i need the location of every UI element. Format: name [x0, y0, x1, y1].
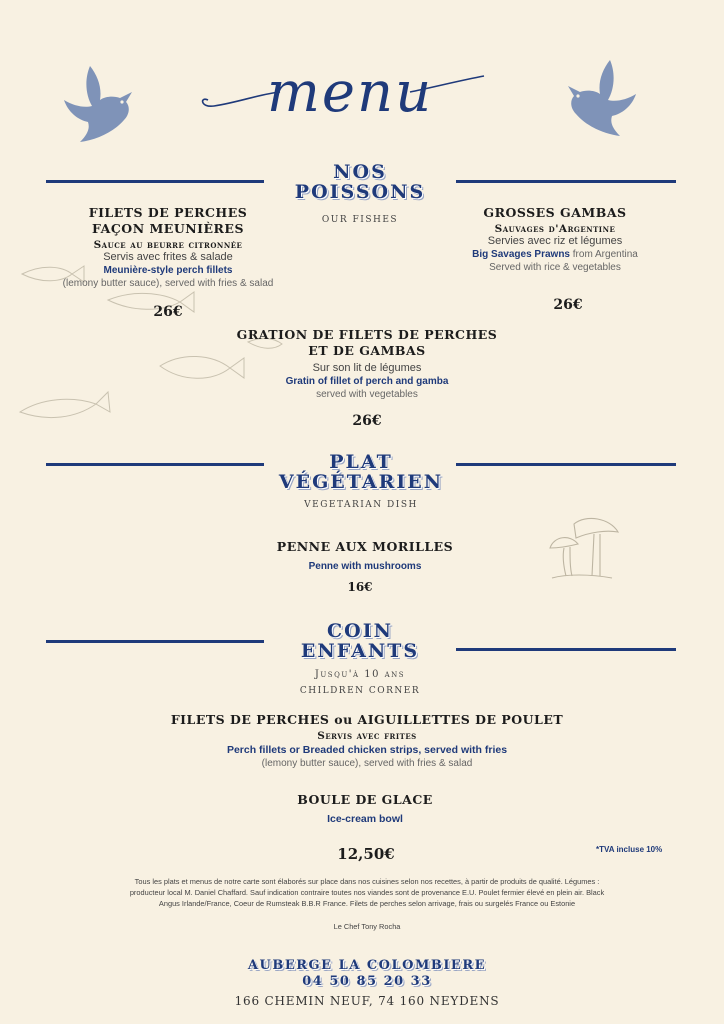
price-dish2: 26€	[553, 297, 583, 313]
price-dish1: 26€	[153, 304, 183, 320]
dish-kids-main: FILETS DE PERCHES ou AIGUILLETTES DE POULET Servis avec frites Perch fillets or Breaded chicken strips, served with fries (lemony butter sauce), served with fries & salad	[170, 712, 564, 769]
restaurant-address: 166 CHEMIN NEUF, 74 160 NEYDENS	[234, 994, 500, 1008]
section-subtitle-vegetarien: VEGETARIAN DISH	[304, 500, 418, 510]
footer-note: Tous les plats et menus de notre carte sont élaborés sur place dans nos cuisines selon nos recettes, à partir de produits de qualité. Légumes : producteur local M. Daniel Chaffard. Sauf indication contraire toutes nos viandes sont de provenance E.U. Poulet fermier élevé en plein air. Black Angus Irlande/France, Coeur de Rumsteak B.B.R France. Filets de perches selon arrivage, frais ou surgelés France ou Estonie	[129, 877, 605, 908]
price-penne: 16€	[347, 580, 373, 594]
divider-right	[456, 463, 676, 466]
dish2-en-rest: from Argentina	[570, 249, 638, 260]
divider-left	[46, 463, 264, 466]
price-dish3: 26€	[352, 413, 382, 429]
dove-icon-left	[60, 62, 140, 146]
section-subtitle-poissons: OUR FISHES	[321, 215, 399, 225]
section-title-poissons: NOS POISSONS	[294, 161, 426, 203]
dish-grosses-gambas: GROSSES GAMBAS Sauvages d'Argentine Servies avec riz et légumes Big Savages Prawns from Argentina Served with rice & vegetables	[472, 205, 638, 273]
divider-left	[46, 180, 264, 183]
section-title-vegetarien: PLAT VÉGÉTARIEN	[278, 451, 444, 493]
dove-icon-right	[560, 56, 640, 140]
divider-right	[456, 648, 676, 651]
restaurant-phone[interactable]: 04 50 85 20 33	[302, 974, 432, 989]
divider-left	[46, 640, 264, 643]
dish-penne: PENNE AUX MORILLES Penne with mushrooms	[276, 539, 454, 572]
chef-signature: Le Chef Tony Rocha	[333, 922, 401, 931]
dish-filets-perches: FILETS DE PERCHES FAÇON MEUNIÈRES Sauce au beurre citronnée Servis avec frites & salade Meunière-style perch fillets (lemony butter sauce), served with fries & salad	[62, 205, 274, 289]
price-enfants: 12,50€	[337, 845, 395, 863]
page-title: menu	[266, 60, 434, 125]
mushroom-sketch-icon	[546, 514, 626, 586]
section-age: Jusqu'à 10 ans	[314, 669, 406, 680]
dish-boule-glace: BOULE DE GLACE Ice-cream bowl	[297, 792, 433, 825]
divider-right	[456, 180, 676, 183]
dish-gratin: GRATION DE FILETS DE PERCHES ET DE GAMBAS Sur son lit de légumes Gratin of fillet of perch and gamba served with vegetables	[236, 327, 498, 400]
section-subtitle-enfants: CHILDREN CORNER	[299, 686, 421, 696]
tva-note: *TVA incluse 10%	[596, 845, 663, 854]
section-title-enfants: COIN ENFANTS	[300, 620, 420, 662]
restaurant-name: AUBERGE LA COLOMBIERE	[247, 958, 487, 973]
dish2-en-bold: Big Savages Prawns	[472, 249, 570, 260]
